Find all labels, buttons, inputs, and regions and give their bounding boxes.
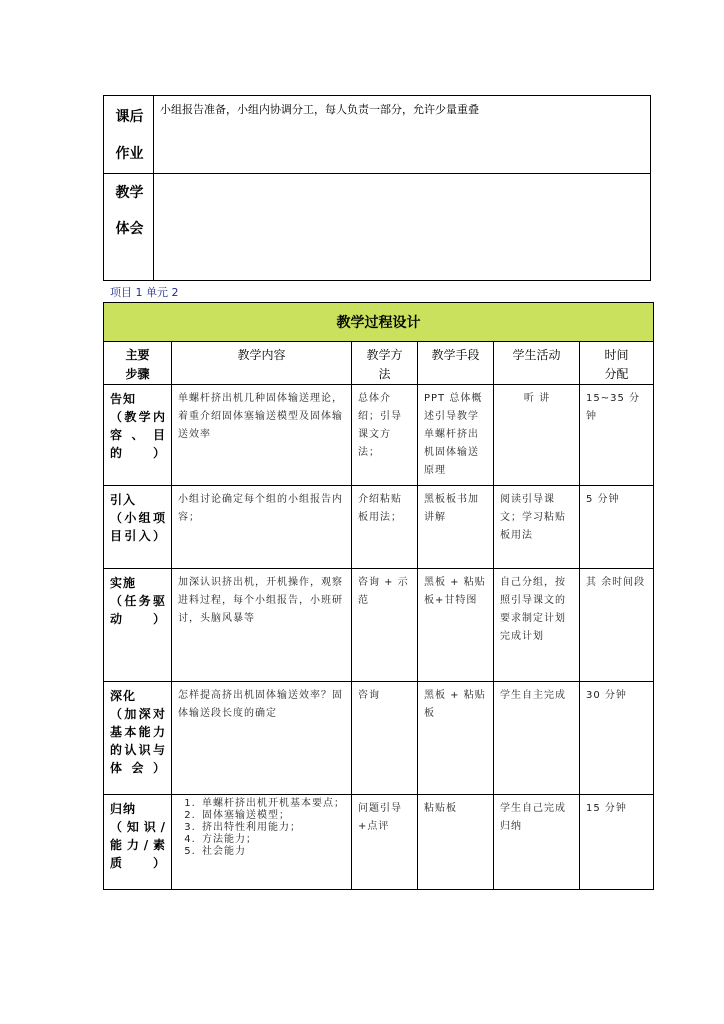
content-cell: 单螺杆挤出机几种固体输送理论，着重介绍固体塞输送模型及固体输送效率 bbox=[172, 385, 352, 486]
table-row bbox=[104, 569, 654, 682]
time-cell: 30 分钟 bbox=[580, 682, 654, 795]
content-cell bbox=[172, 795, 352, 890]
step-subtitle: （加深对基本能力的认识与体会） bbox=[110, 707, 166, 775]
header-row bbox=[104, 342, 654, 385]
time-cell: 5 分钟 bbox=[580, 486, 654, 569]
table-row bbox=[104, 795, 654, 890]
method-cell: 总体介绍；引导课文方法； bbox=[352, 385, 418, 486]
time-cell: 15~35 分钟 bbox=[580, 385, 654, 486]
header-method bbox=[352, 342, 418, 385]
activity-cell: 阅读引导课文；学习粘贴板用法 bbox=[494, 486, 580, 569]
homework-label bbox=[104, 96, 154, 174]
step-cell bbox=[104, 385, 172, 486]
reflection-label-line2: 体会 bbox=[115, 221, 144, 237]
step-cell bbox=[104, 569, 172, 682]
table-row bbox=[104, 385, 654, 486]
step-subtitle: （知识/能力/素质） bbox=[110, 820, 166, 870]
means-cell: 黑板 + 粘贴板+甘特图 bbox=[418, 569, 494, 682]
means-cell: PPT 总体概述引导教学单螺杆挤出机固体输送原理 bbox=[418, 385, 494, 486]
list-item: 1. 单螺杆挤出机开机基本要点； bbox=[200, 798, 346, 810]
homework-label-line1: 课后 bbox=[115, 109, 144, 125]
header-step-line1: 主要 bbox=[125, 348, 150, 362]
means-cell: 粘贴板 bbox=[418, 795, 494, 890]
homework-row bbox=[104, 96, 651, 174]
header-step bbox=[104, 342, 172, 385]
activity-cell: 听 讲 bbox=[494, 385, 580, 486]
step-title: 归纳 bbox=[110, 802, 137, 816]
header-activity: 学生活动 bbox=[494, 342, 580, 385]
header-method-line2: 法 bbox=[378, 367, 391, 381]
header-content: 教学内容 bbox=[172, 342, 352, 385]
reflection-content bbox=[154, 174, 651, 281]
header-means: 教学手段 bbox=[418, 342, 494, 385]
step-title: 深化 bbox=[110, 689, 137, 703]
content-cell: 小组讨论确定每个组的小组报告内容； bbox=[172, 486, 352, 569]
step-cell bbox=[104, 682, 172, 795]
list-item: 2. 固体塞输送模型； bbox=[200, 810, 346, 822]
step-subtitle: （任务驱动） bbox=[110, 594, 166, 626]
means-cell: 黑板板书加讲解 bbox=[418, 486, 494, 569]
homework-content: 小组报告准备，小组内协调分工，每人负责一部分，允许少量重叠 bbox=[154, 96, 651, 174]
header-time-line1: 时间 bbox=[604, 348, 629, 362]
activity-cell: 学生自主完成 bbox=[494, 682, 580, 795]
step-title: 引入 bbox=[110, 493, 137, 507]
step-title: 告知 bbox=[110, 392, 137, 406]
step-cell bbox=[104, 486, 172, 569]
activity-cell: 自己分组，按照引导课文的要求制定计划完成计划 bbox=[494, 569, 580, 682]
reflection-label-line1: 教学 bbox=[115, 185, 144, 201]
reflection-label bbox=[104, 174, 154, 281]
content-cell: 加深认识挤出机，开机操作，观察进料过程，每个小组报告，小班研讨，头脑风暴等 bbox=[172, 569, 352, 682]
list-item: 3. 挤出特性利用能力； bbox=[200, 822, 346, 834]
step-subtitle: （小组项目引入） bbox=[110, 511, 166, 543]
method-cell: 问题引导+点评 bbox=[352, 795, 418, 890]
project-label: 项目 1 单元 2 bbox=[110, 286, 179, 299]
method-cell: 咨询 + 示范 bbox=[352, 569, 418, 682]
homework-label-line2: 作业 bbox=[115, 146, 144, 162]
table-row bbox=[104, 486, 654, 569]
list-item: 4. 方法能力； bbox=[200, 834, 346, 846]
step-title: 实施 bbox=[110, 576, 137, 590]
step-subtitle: （教学内容、目的） bbox=[110, 410, 166, 460]
step-cell bbox=[104, 795, 172, 890]
means-cell: 黑板 + 粘贴板 bbox=[418, 682, 494, 795]
header-time-line2: 分配 bbox=[604, 367, 629, 381]
process-title: 教学过程设计 bbox=[104, 303, 654, 342]
homework-table bbox=[103, 95, 651, 281]
header-step-line2: 步骤 bbox=[125, 367, 150, 381]
content-list bbox=[178, 798, 346, 858]
time-cell: 15 分钟 bbox=[580, 795, 654, 890]
list-item: 5. 社会能力 bbox=[200, 846, 346, 858]
table-row bbox=[104, 682, 654, 795]
header-method-line1: 教学方 bbox=[366, 348, 403, 362]
reflection-row bbox=[104, 174, 651, 281]
method-cell: 咨询 bbox=[352, 682, 418, 795]
time-cell: 其 余时间段 bbox=[580, 569, 654, 682]
activity-cell: 学生自己完成归纳 bbox=[494, 795, 580, 890]
content-cell: 怎样提高挤出机固体输送效率？固体输送段长度的确定 bbox=[172, 682, 352, 795]
method-cell: 介绍粘贴板用法； bbox=[352, 486, 418, 569]
header-time bbox=[580, 342, 654, 385]
process-table bbox=[103, 302, 654, 890]
